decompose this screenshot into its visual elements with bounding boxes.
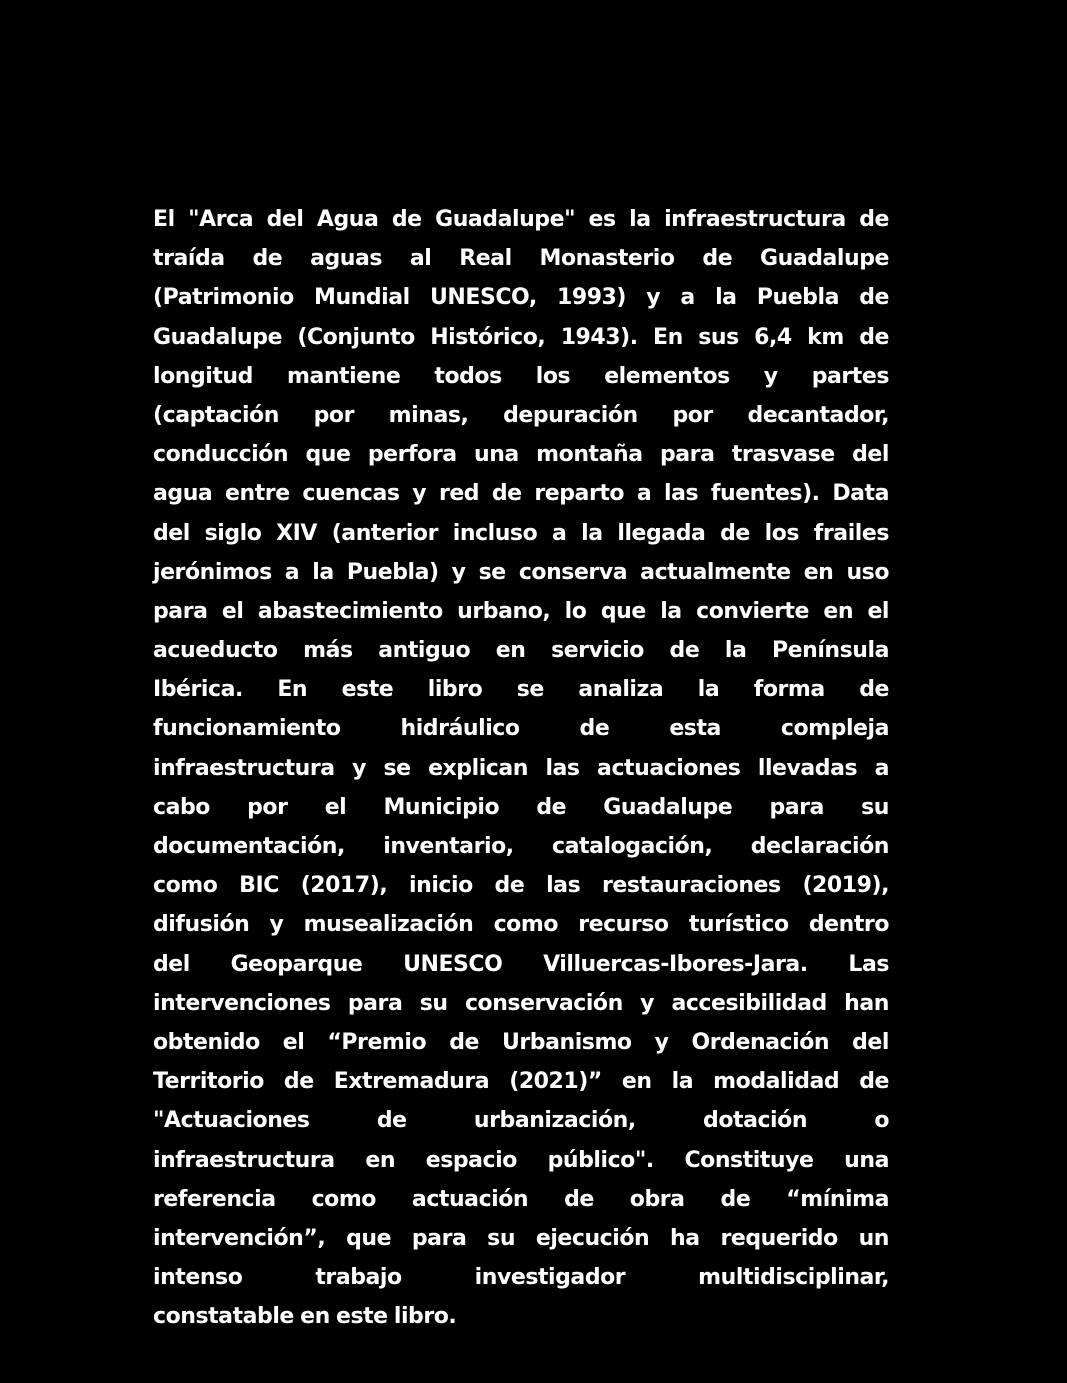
synopsis-line: infraestructura en espacio público". Constituye una	[153, 1147, 889, 1173]
synopsis-line: Territorio de Extremadura (2021)” en la modalidad de	[153, 1069, 889, 1095]
synopsis-line: intervenciones para su conservación y accesibilidad han	[153, 990, 889, 1016]
synopsis-line: referencia como actuación de obra de “mínima	[153, 1186, 889, 1212]
synopsis-line: conducción que perfora una montaña para trasvase del	[153, 442, 889, 468]
synopsis-line: del siglo XIV (anterior incluso a la llegada de los frailes	[153, 520, 889, 546]
synopsis-line: "Actuaciones de urbanización, dotación o	[153, 1108, 889, 1134]
synopsis-line: jerónimos a la Puebla) y se conserva actualmente en uso	[153, 559, 889, 585]
synopsis-line: intervención”, que para su ejecución ha requerido un	[153, 1225, 889, 1251]
synopsis-line: del Geoparque UNESCO Villuercas-Ibores-Jara. Las	[153, 951, 889, 977]
synopsis-line: como BIC (2017), inicio de las restauraciones (2019),	[153, 873, 889, 899]
synopsis-line: El "Arca del Agua de Guadalupe" es la infraestructura de	[153, 207, 889, 232]
synopsis-line: difusión y musealización como recurso turístico dentro	[153, 912, 889, 938]
synopsis-line: cabo por el Municipio de Guadalupe para su	[153, 794, 889, 820]
synopsis-line: funcionamiento hidráulico de esta compleja	[153, 716, 889, 742]
synopsis-line: intenso trabajo investigador multidisciplinar,	[153, 1265, 889, 1291]
synopsis-line: documentación, inventario, catalogación, declaración	[153, 834, 889, 859]
synopsis-line: para el abastecimiento urbano, lo que la convierte en el	[153, 598, 889, 624]
synopsis-line: obtenido el “Premio de Urbanismo y Ordenación del	[153, 1029, 889, 1055]
synopsis-line: longitud mantiene todos los elementos y partes	[153, 363, 889, 389]
synopsis-line: infraestructura y se explican las actuaciones llevadas a	[153, 755, 889, 781]
synopsis-line: acueducto más antiguo en servicio de la Península	[153, 638, 889, 664]
synopsis-line: Guadalupe (Conjunto Histórico, 1943). En sus 6,4 km de	[153, 324, 889, 350]
synopsis-line: Ibérica. En este libro se analiza la forma de	[153, 677, 889, 703]
synopsis-line: traída de aguas al Real Monasterio de Guadalupe	[153, 246, 889, 272]
synopsis-line: agua entre cuencas y red de reparto a las fuentes). Data	[153, 481, 889, 507]
synopsis-line-last: constatable en este libro.	[153, 1304, 457, 1330]
book-synopsis-paragraph	[153, 200, 889, 1336]
synopsis-line: (Patrimonio Mundial UNESCO, 1993) y a la Puebla de	[153, 285, 889, 311]
synopsis-line: (captación por minas, depuración por decantador,	[153, 402, 889, 428]
